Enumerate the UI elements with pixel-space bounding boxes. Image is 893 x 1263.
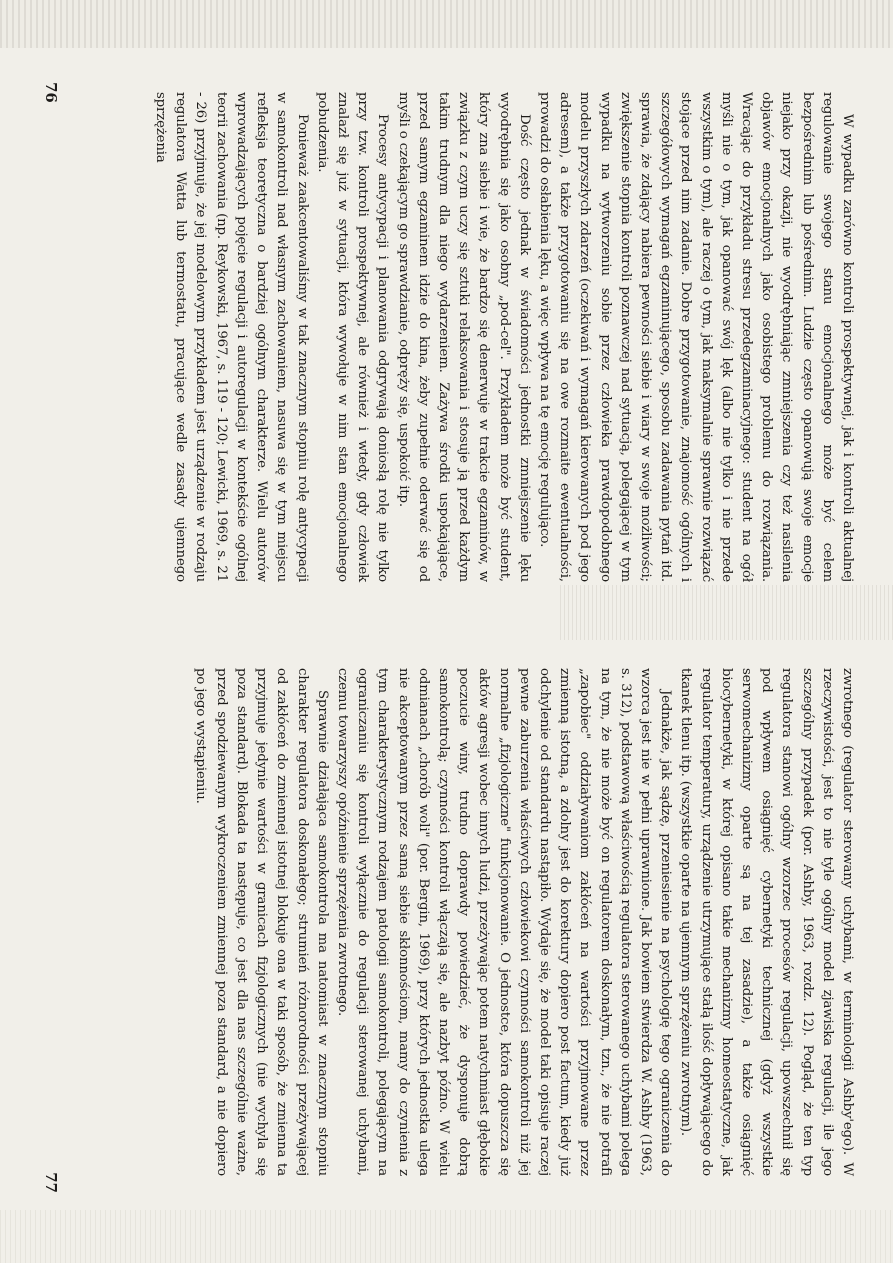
paragraph: Procesy antycypacji i planowania odgrywają doniosłą rolę nie tylko przy tzw. kontroli prospektywnej, ale również i wtedy, gdy człowiek znalazł się już w sytuacji, która wywołuje w nim stan emocjonalnego pobudzenia. <box>314 92 391 582</box>
paragraph: Sprawnie działająca samokontrola ma natomiast w znacznym stopniu charakter regulatora doskonałego; strumień różnorodności przeżywającej od zakłóceń do zmiennej istotnej blokuje ona w taki sposób, że zmienna ta przyjmuje jedynie wartości w granicach fizjologicznych (nie wychyla się poza standard). Blokada ta następuje, co jest dla nas szczególnie ważne, przed spodziewanym wykroczeniem zmiennej poza standard, a nie dopiero po jego wystąpieniu. <box>193 668 330 1176</box>
paragraph: W wypadku zarówno kontroli prospektywnej, jak i kontroli aktualnej regulowanie swojego stanu emocjonalnego może być celem bezpośrednim lub pośrednim. Ludzie często opanowują swoje emocje niejako przy okazji, nie wyodrębniając zmniejszenia czy też nasilenia objawów emocjonalnych jako osobistego problemu do rozwiązania. Wracając do przykładu stresu przedegzaminacyjnego: student na ogół myśli nie o tym, jak opanować swój lęk (albo nie tylko i nie przede wszystkim o tym), ale raczej o tym, jak maksymalnie sprawnie rozwiązać stojące przed nim zadanie. Dobre przygotowanie, znajomość ogólnych i szczegółowych wymagań egzaminującego, sposobu zadawania pytań itd. sprawia, że zdający nabiera pewności siebie i wiary w swoje możliwości; zwiększenie stopnia kontroli poznawczej nad sytuacją, polegającej w tym wypadku na wytworzeniu sobie przez człowieka prawdopodobnego modelu przyszłych zdarzeń (oczekiwań i wymagań kierowanych pod jego adresem), a także przygotowaniu się na owe rozmaite ewentualności, prowadzi do osłabienia lęku, a więc wpływa na tę emocję regulująco. <box>536 92 855 582</box>
page-number-left: 76 <box>42 82 60 103</box>
page-number-right: 77 <box>42 1172 60 1193</box>
page-right <box>0 632 893 1263</box>
paragraph: Dość często jednak w świadomości jednostki zmniejszenie lęku wyodrębnia się jako osobny „pod-cel". Przykładem może być student, który zna siebie i wie, że bardzo się denerwuje w trakcie egzaminów, w związku z czym uczy się sztuki relaksowania i stosuje ją przed każdym takim trudnym dla niego wydarzeniem. Zażywa środki uspokajające, przed samym egzaminem idzie do kina, żeby zupełnie oderwać się od myśli o czekającym go sprawdzianie, odpręży się, uspokoić itp. <box>395 92 532 582</box>
paragraph: zwrotnego (regulator sterowany uchybami, w terminologii Ashby'ego). W rzeczywistości, jest to nie tyle ogólny model zjawiska regulacji, ile jego szczególny przypadek (por. Ashby, 1963, rozdz. 12). Pogląd, że ten typ regulatora stanowi ogólny wzorzec procesów regulacji, upowszechnił się pod wpływem osiągnięć cybernetyki technicznej (gdyż wszystkie serwomechanizmy oparte są na tej zasadzie), a także osiągnięć biocybernetyki, w której opisano takie mechanizmy homeostatyczne, jak regulator temperatury, urządzenie utrzymujące stałą ilość dopływającego do tkanek tlenu itp. (wszystkie oparte na ujemnym sprzężeniu zwrotnym). <box>678 668 855 1176</box>
page-right-text <box>190 668 857 1176</box>
paragraph: Ponieważ zaakcentowaliśmy w tak znacznym stopniu rolę antycypacji w samokontroli nad własnym zachowaniem, nasuwa się w tym miejscu refleksja teoretyczna o bardziej ogólnym charakterze. Wielu autorów wprowadzających pojęcie regulacji i autoregulacji w kontekście ogólnej teorii zachowania (np. Reykowski, 1967, s. 119 - 120; Lewicki, 1969, s. 21 - 26) przyjmuje, że jej modelowym przykładem jest urządzenie w rodzaju regulatora Watta lub termostatu, pracujące wedle zasady ujemnego sprzężenia <box>153 92 310 582</box>
page-left-text <box>150 92 857 582</box>
paragraph: Jednakże, jak sądzę, przeniesienie na psychologię tego ograniczenia do wzorca jest nie w pełni uprawnione. Jak bowiem stwierdza W. Ashby (1963, s. 312), podstawową właściwością regulatora sterowanego uchybami polega na tym, że nie może być on regulatorem doskonałym, tzn., że nie potrafi „zapobiec" oddziaływaniom zakłóceń na wartości przyjmowane przez zmienną istotną, a zdolny jest do korektury dopiero post factum, kiedy już odchylenie od standardu nastąpiło. Wydaje się, że model taki opisuje raczej pewne zaburzenia właściwych człowiekowi czynności samokontroli niż jej normalne „fizjologiczne" funkcjonowanie. O jednostce, która dopuszcza się aktów agresji wobec innych ludzi, przeżywając potem natychmiast głębokie poczucie winy, trudno doprawdy powiedzieć, że dysponuje dobrą samokontrolą; czynności kontroli włączają się, ale nazbyt późno. W wielu odmianach „chorób woli" (por. Bergin, 1969), przy których jednostka ulega nie akceptowanym przez samą siebie skłonnościom, mamy do czynienia z tym charakterystycznym rodzajem patologii samokontroli, polegającym na ograniczaniu się kontroli wyłącznie do regulacji sterowanej uchybami, czemu towarzyszy opóźnienie sprzężenia zwrotnego. <box>334 668 674 1176</box>
page-left <box>0 0 893 630</box>
